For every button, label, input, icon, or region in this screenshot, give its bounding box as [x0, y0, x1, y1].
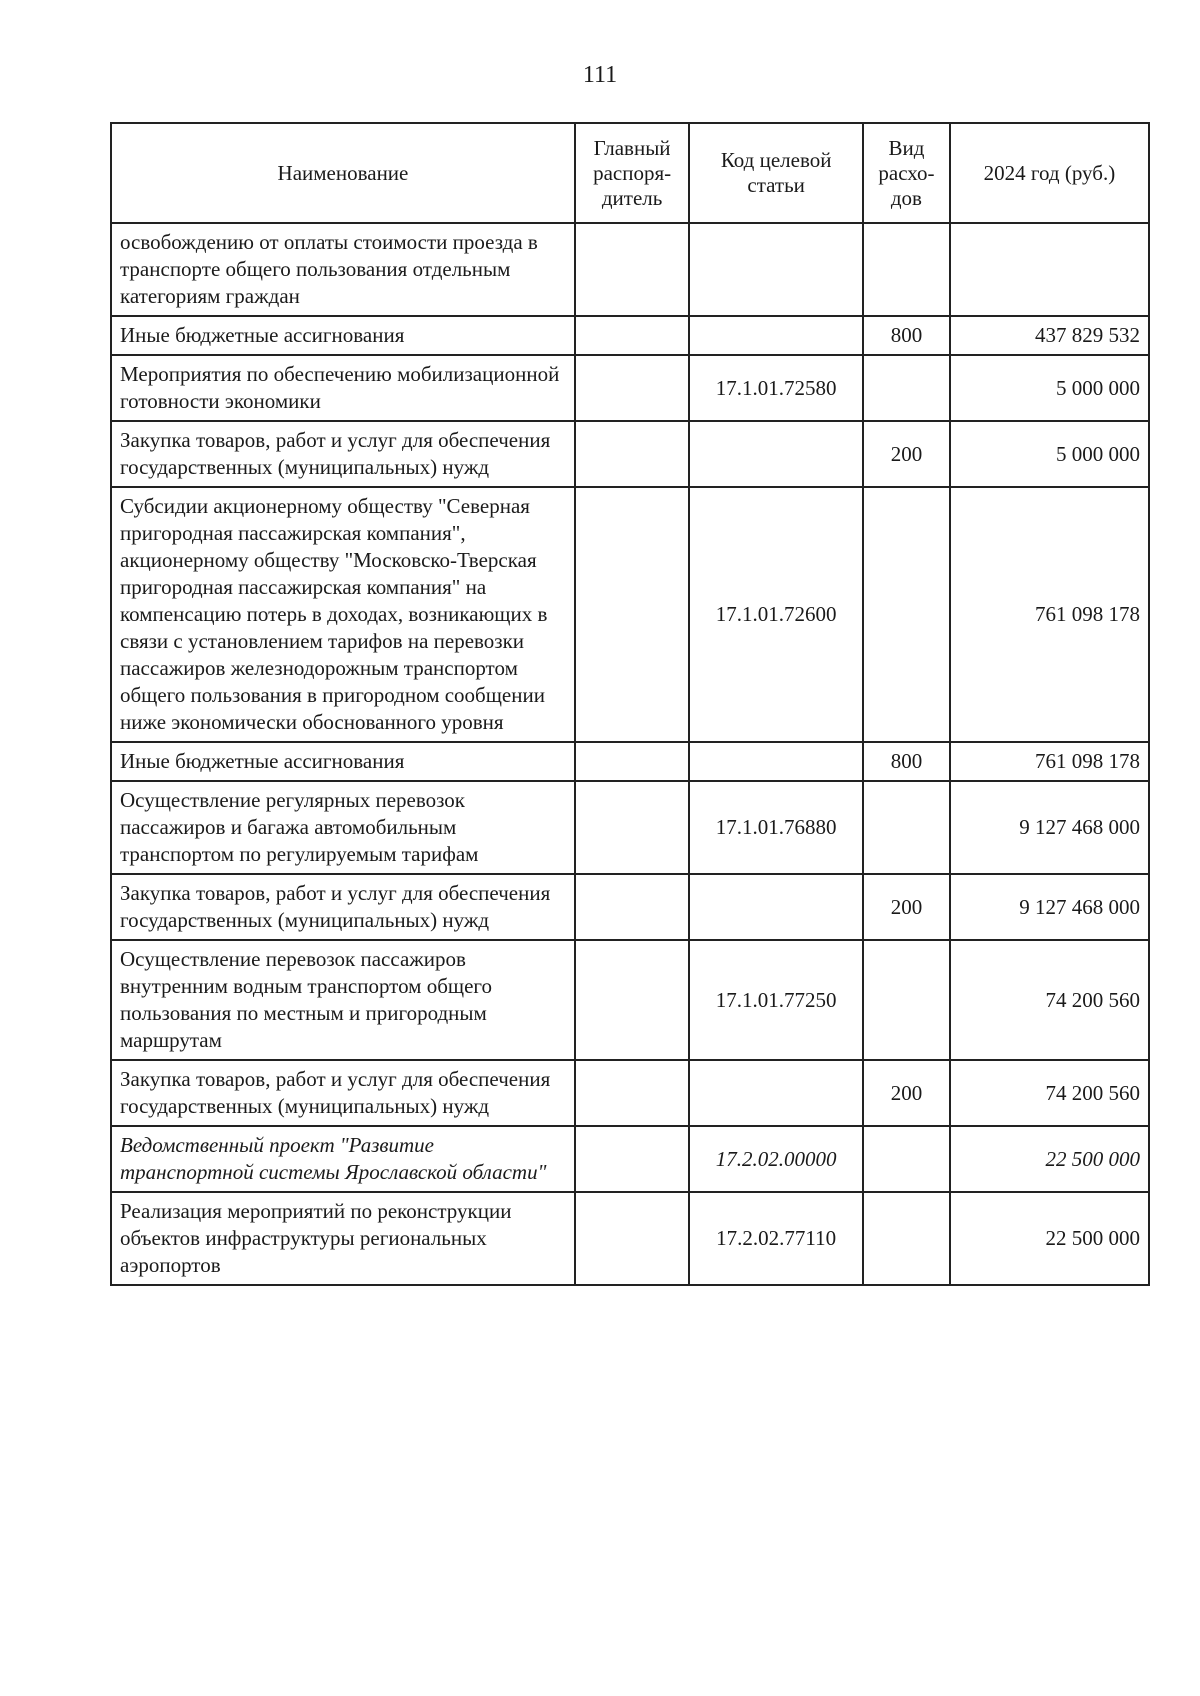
row-amount: 9 127 468 000: [950, 874, 1149, 940]
row-name: Мероприятия по обеспечению мобилизационной готовности экономики: [111, 355, 575, 421]
row-admin: [575, 223, 689, 316]
row-name: Ведомственный проект "Развитие транспортной системы Ярославской области": [111, 1126, 575, 1192]
row-code: 17.1.01.72600: [689, 487, 863, 742]
table-row: [111, 1060, 1149, 1126]
row-name: Иные бюджетные ассигнования: [111, 316, 575, 355]
row-code: 17.1.01.72580: [689, 355, 863, 421]
table-row: [111, 781, 1149, 874]
row-type: [863, 940, 950, 1060]
row-code: 17.2.02.77110: [689, 1192, 863, 1285]
row-type: [863, 1126, 950, 1192]
row-admin: [575, 742, 689, 781]
row-name: Закупка товаров, работ и услуг для обеспечения государственных (муниципальных) нужд: [111, 1060, 575, 1126]
row-code: [689, 421, 863, 487]
row-code: [689, 874, 863, 940]
header-code: Код целевой статьи: [689, 123, 863, 223]
budget-table: [110, 122, 1150, 1286]
header-amount: 2024 год (руб.): [950, 123, 1149, 223]
row-admin: [575, 1060, 689, 1126]
row-code: 17.1.01.77250: [689, 940, 863, 1060]
header-type: Вид расхо-дов: [863, 123, 950, 223]
row-amount: 22 500 000: [950, 1126, 1149, 1192]
table-row: [111, 316, 1149, 355]
row-admin: [575, 487, 689, 742]
page-number: 111: [582, 62, 618, 88]
row-name: Реализация мероприятий по реконструкции объектов инфраструктуры региональных аэропортов: [111, 1192, 575, 1285]
row-name: Закупка товаров, работ и услуг для обеспечения государственных (муниципальных) нужд: [111, 421, 575, 487]
row-type: 800: [863, 742, 950, 781]
row-admin: [575, 940, 689, 1060]
row-admin: [575, 781, 689, 874]
row-code: [689, 742, 863, 781]
row-type: 200: [863, 874, 950, 940]
row-code: [689, 316, 863, 355]
row-name: Осуществление регулярных перевозок пассажиров и багажа автомобильным транспортом по регулируемым тарифам: [111, 781, 575, 874]
table-row: [111, 742, 1149, 781]
table-row: [111, 487, 1149, 742]
row-amount: 9 127 468 000: [950, 781, 1149, 874]
row-amount: [950, 223, 1149, 316]
row-type: 200: [863, 421, 950, 487]
row-type: [863, 355, 950, 421]
row-admin: [575, 421, 689, 487]
table-row: [111, 940, 1149, 1060]
row-name: Иные бюджетные ассигнования: [111, 742, 575, 781]
row-name: Осуществление перевозок пассажиров внутренним водным транспортом общего пользования по местным и пригородным маршрутам: [111, 940, 575, 1060]
table-row: [111, 421, 1149, 487]
row-amount: 74 200 560: [950, 1060, 1149, 1126]
row-name: освобождению от оплаты стоимости проезда в транспорте общего пользования отдельным категориям граждан: [111, 223, 575, 316]
row-code: 17.2.02.00000: [689, 1126, 863, 1192]
table-row-project: [111, 1126, 1149, 1192]
row-name: Закупка товаров, работ и услуг для обеспечения государственных (муниципальных) нужд: [111, 874, 575, 940]
row-amount: 74 200 560: [950, 940, 1149, 1060]
row-admin: [575, 316, 689, 355]
row-admin: [575, 1192, 689, 1285]
table-row: [111, 355, 1149, 421]
row-type: [863, 781, 950, 874]
row-type: [863, 223, 950, 316]
row-type: [863, 1192, 950, 1285]
row-type: [863, 487, 950, 742]
table-row: [111, 874, 1149, 940]
table-row: [111, 1192, 1149, 1285]
row-amount: 761 098 178: [950, 742, 1149, 781]
row-amount: 5 000 000: [950, 421, 1149, 487]
row-code: [689, 1060, 863, 1126]
row-admin: [575, 1126, 689, 1192]
row-amount: 761 098 178: [950, 487, 1149, 742]
row-admin: [575, 874, 689, 940]
row-type: 800: [863, 316, 950, 355]
header-admin: Главный распоря-дитель: [575, 123, 689, 223]
row-type: 200: [863, 1060, 950, 1126]
row-amount: 5 000 000: [950, 355, 1149, 421]
row-code: 17.1.01.76880: [689, 781, 863, 874]
row-code: [689, 223, 863, 316]
header-name: Наименование: [111, 123, 575, 223]
header-row: [111, 123, 1149, 223]
table-row: [111, 223, 1149, 316]
row-amount: 437 829 532: [950, 316, 1149, 355]
row-admin: [575, 355, 689, 421]
row-name: Субсидии акционерному обществу "Северная пригородная пассажирская компания", акционерному обществу "Московско-Тверская пригородная пассажирская компания" на компенсацию потерь в доходах, возникающих в связи с установлением тарифов на перевозки пассажиров железнодорожным транспортом общего пользования в пригородном сообщении ниже экономически обоснованного уровня: [111, 487, 575, 742]
row-amount: 22 500 000: [950, 1192, 1149, 1285]
